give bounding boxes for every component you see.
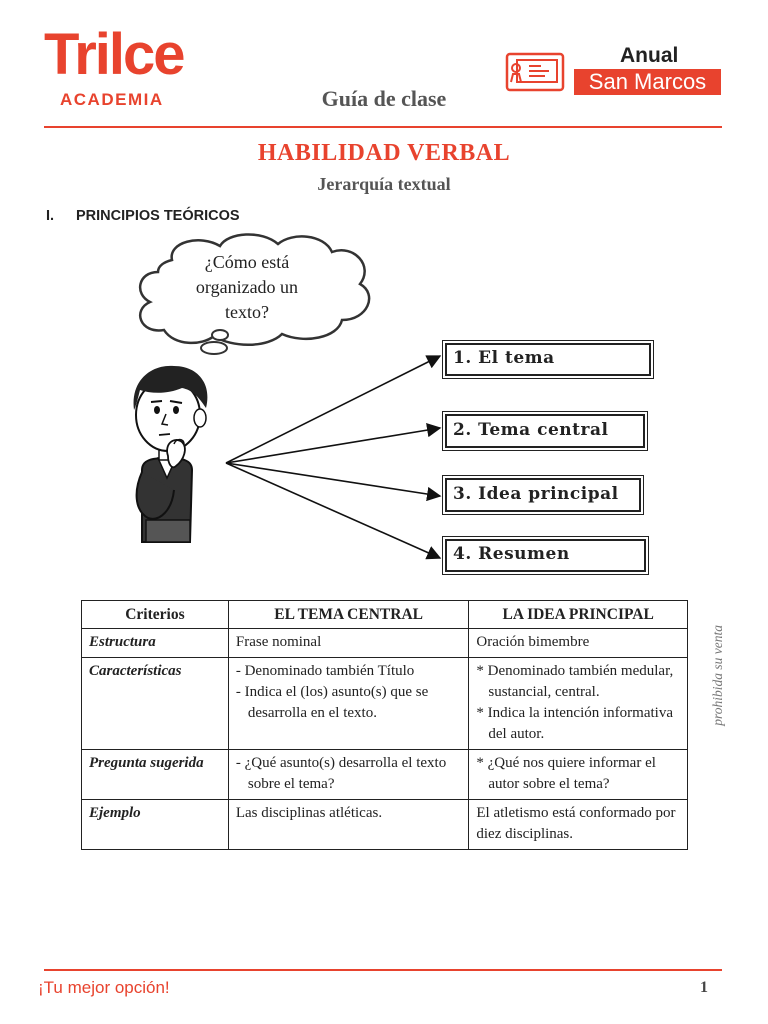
table-header-row <box>82 601 688 629</box>
box-resumen: 4. Resumen <box>445 539 646 572</box>
idea-cell: Oración bimembre <box>469 629 688 658</box>
column-header: Criterios <box>82 601 229 629</box>
arrow <box>226 463 440 496</box>
list-item: - ¿Qué asunto(s) desarrolla el texto sobre el tema? <box>235 755 447 792</box>
question-line: organizado un <box>195 277 299 297</box>
criterion-cell: Estructura <box>82 629 229 658</box>
table-row <box>82 629 688 658</box>
tema-cell: Frase nominal <box>228 629 469 658</box>
page-number: 1 <box>700 979 708 996</box>
brand-subtitle: ACADEMIA <box>60 90 164 109</box>
list-item: - Denominado también Título <box>235 663 415 679</box>
criteria-table <box>81 600 688 850</box>
side-note: prohibida su venta <box>710 625 725 726</box>
list-item: * ¿Qué nos quiere informar el autor sobre el tema? <box>476 755 656 792</box>
guide-title: Guía de clase <box>321 86 447 111</box>
arrow <box>226 428 440 463</box>
column-header: LA IDEA PRINCIPAL <box>469 601 688 629</box>
table-row <box>82 658 688 750</box>
box-el-tema: 1. El tema <box>445 343 651 376</box>
table-row <box>82 750 688 800</box>
list-item: * Denominado también medular, sustancial, central. <box>476 663 674 700</box>
program-label: Anual <box>620 44 679 67</box>
tema-cell <box>228 750 469 800</box>
box-tema-central: 2. Tema central <box>445 414 645 448</box>
section-number: I. <box>46 208 55 224</box>
tema-cell: Las disciplinas atléticas. <box>228 800 469 850</box>
brand-logo: Trilce <box>44 22 184 87</box>
criterion-cell: Pregunta sugerida <box>82 750 229 800</box>
page-subtitle: Jerarquía textual <box>317 174 451 194</box>
list-item: * Indica la intención informativa del autor. <box>476 705 673 742</box>
box-idea-principal: 3. Idea principal <box>445 478 641 512</box>
question-line: ¿Cómo está <box>204 252 290 272</box>
arrow <box>226 356 440 463</box>
criterion-cell: Ejemplo <box>82 800 229 850</box>
program-badge: San Marcos <box>574 69 721 95</box>
footer-divider <box>44 969 722 971</box>
idea-cell: El atletismo está conformado por diez disciplinas. <box>469 800 688 850</box>
idea-cell <box>469 658 688 750</box>
question-line: texto? <box>225 302 269 322</box>
page-title: HABILIDAD VERBAL <box>257 140 511 166</box>
column-header: EL TEMA CENTRAL <box>228 601 469 629</box>
section-label: PRINCIPIOS TEÓRICOS <box>76 208 240 224</box>
arrow <box>226 463 440 558</box>
idea-cell <box>469 750 688 800</box>
list-item: - Indica el (los) asunto(s) que se desarrolla en el texto. <box>235 684 429 721</box>
criterion-cell: Características <box>82 658 229 750</box>
table-row <box>82 800 688 850</box>
tema-cell <box>228 658 469 750</box>
footer-slogan: ¡Tu mejor opción! <box>38 978 170 997</box>
